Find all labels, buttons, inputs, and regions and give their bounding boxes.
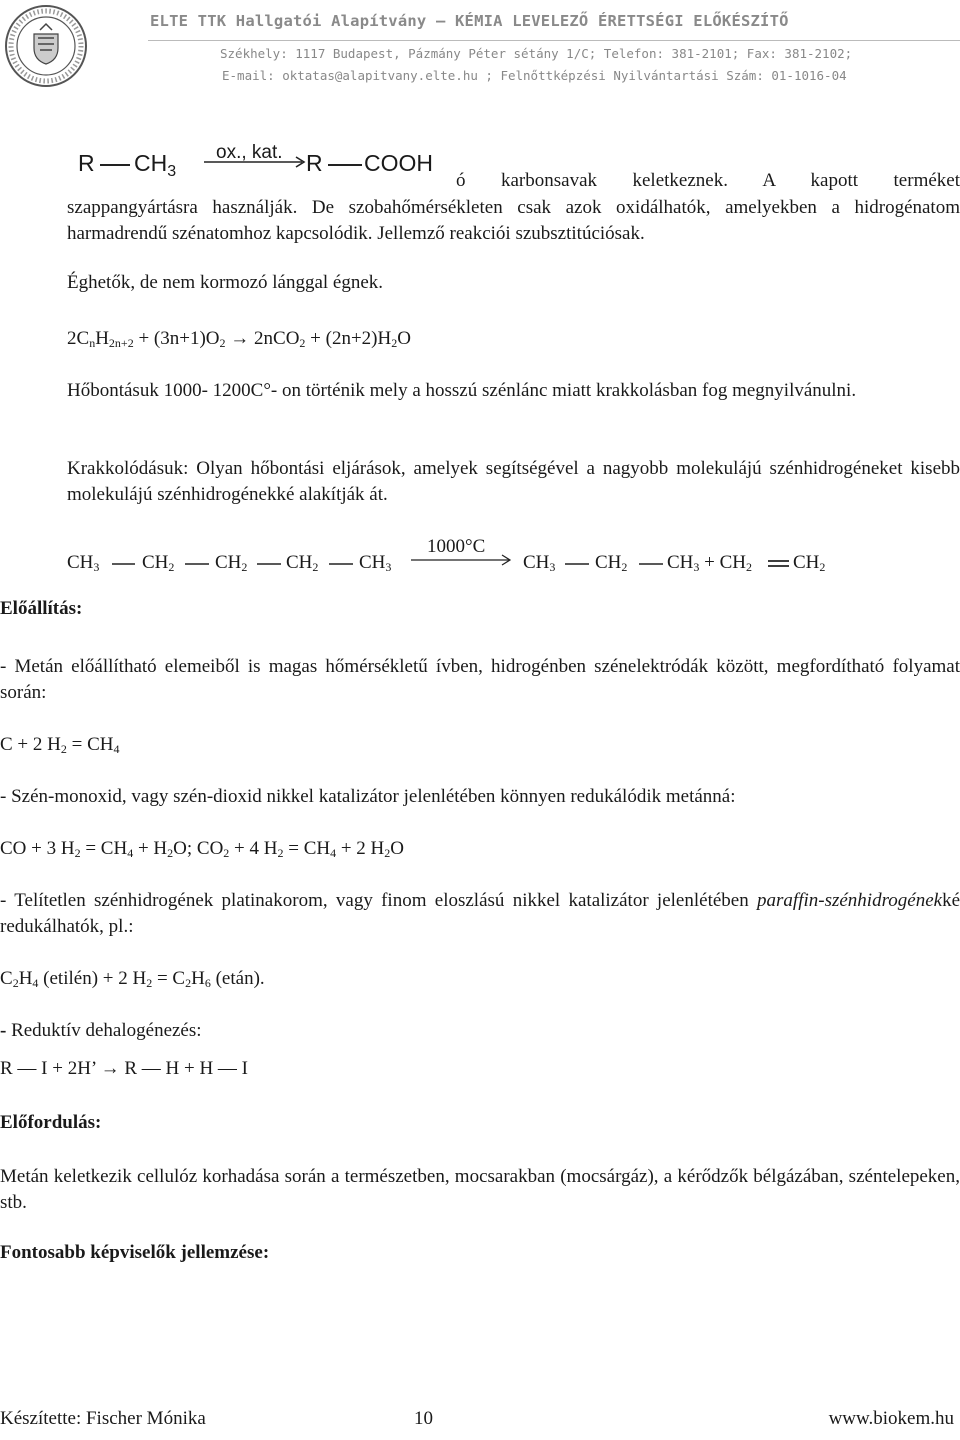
occurrence-text: Metán keletkezik cellulóz korhadása során a természetben, mocsarakban (mocsárgáz), a kérődzők bélgázában, széntelepeken, stb. (0, 1166, 960, 1213)
preparation-eq3: $C_2H_4$ (etilén) + 2 $H_2 = C_2H_6$ (etán). (0, 968, 265, 990)
oxidation-condition: ox., kat. (216, 142, 283, 163)
preparation-eq1: C + 2 $H_2 = CH_4$ (0, 734, 120, 756)
cracking-text: Krakkolódásuk: Olyan hőbontási eljárások, amelyek segítségével a nagyobb molekulájú szénhidrogéneket kisebb molekulájú szénhidrogénekké alakítják át. (67, 458, 960, 505)
university-seal-icon (4, 4, 88, 88)
footer-author: Készítette: Fischer Mónika (0, 1408, 206, 1429)
oxidation-reactant: R (78, 150, 95, 176)
oxidation-text: szappangyártásra használják. De szobahőmérsékleten csak azok oxidálhatók, amelyekben a hidrogénatom harmadrendű szénatomhoz kapcsolódik. Jellemző reakciói szubsztitúciósak. (67, 197, 960, 244)
oxidation-reactant-group: $CH_3$ (134, 150, 177, 180)
preparation-p1: - Metán előállítható elemeiből is magas hőmérsékletű ívben, hidrogénben szénelektródák között, megfordítható folyamat során: (0, 656, 960, 703)
footer-website: www.biokem.hu (828, 1408, 954, 1429)
combustion-text: Éghetők, de nem kormozó lánggal égnek. (67, 272, 384, 293)
cracking-bonds (67, 536, 947, 586)
preparation-p3: - Telítetlen szénhidrogének platinakorom, vagy finom eloszlású nikkel katalizátor jelenlétében paraffin-szénhidrogénekké redukálhatók, pl.: (0, 890, 960, 937)
oxidation-product-group: COOH (364, 150, 433, 176)
university-seal (4, 4, 88, 88)
header-email: E-mail: oktatas@alapitvany.elte.hu ; Felnőttképzési Nyilvántartási Szám: 01-1016-04 (222, 68, 847, 83)
preparation-p2: - Szén-monoxid, vagy szén-dioxid nikkel katalizátor jelenlétében könnyen redukálódik metánná: (0, 786, 736, 807)
footer-page-number: 10 (414, 1408, 433, 1429)
header-title: ELTE TTK Hallgatói Alapítvány – KÉMIA LEVELEZŐ ÉRETTSÉGI ELŐKÉSZÍTŐ (150, 12, 789, 30)
preparation-dehalo-eq: R — I + 2H’ → R — H + H — I (0, 1058, 249, 1079)
preparation-eq2: CO + 3 $H_2 = CH_4 + H_2O$; $CO_2 + 4$ $H_2 = CH_4 + 2$ $H_2O$ (0, 838, 405, 860)
preparation-dehalo-heading: - Reduktív dehalogénezés: (0, 1020, 202, 1041)
oxidation-text-line1: ó karbonsavak keletkeznek. A kapott terméket (456, 170, 960, 191)
preparation-heading: Előállítás: (0, 598, 83, 619)
thermal-text: Hőbontásuk 1000- 1200C°- on történik mely a hosszú szénlánc miatt krakkolásban fog megnyilvánulni. (67, 380, 857, 401)
combustion-equation: $2C_nH_{2n+2} + (3n+1)O_2 \to 2nCO_2 + (2n+2)H_2O$ (67, 328, 411, 350)
occurrence-heading: Előfordulás: (0, 1112, 102, 1133)
preparation-dehalo-heading-text: Reduktív dehalogénezés: (11, 1020, 202, 1041)
cracking-condition: 1000°C (427, 536, 486, 557)
cracking-equation: $CH_3$ $CH_2$ $CH_2$ $CH_2$ $CH_3$ 1000°C $CH_3$ $CH_2$ $CH_3 + CH_2$ $CH_2$ (67, 536, 947, 586)
header-divider (148, 40, 960, 41)
oxidation-product: R (306, 150, 323, 176)
representatives-heading: Fontosabb képviselők jellemzése: (0, 1242, 270, 1263)
header-address: Székhely: 1117 Budapest, Pázmány Péter sétány 1/C; Telefon: 381-2101; Fax: 381-2102; (220, 46, 853, 61)
oxidation-equation (78, 138, 468, 186)
